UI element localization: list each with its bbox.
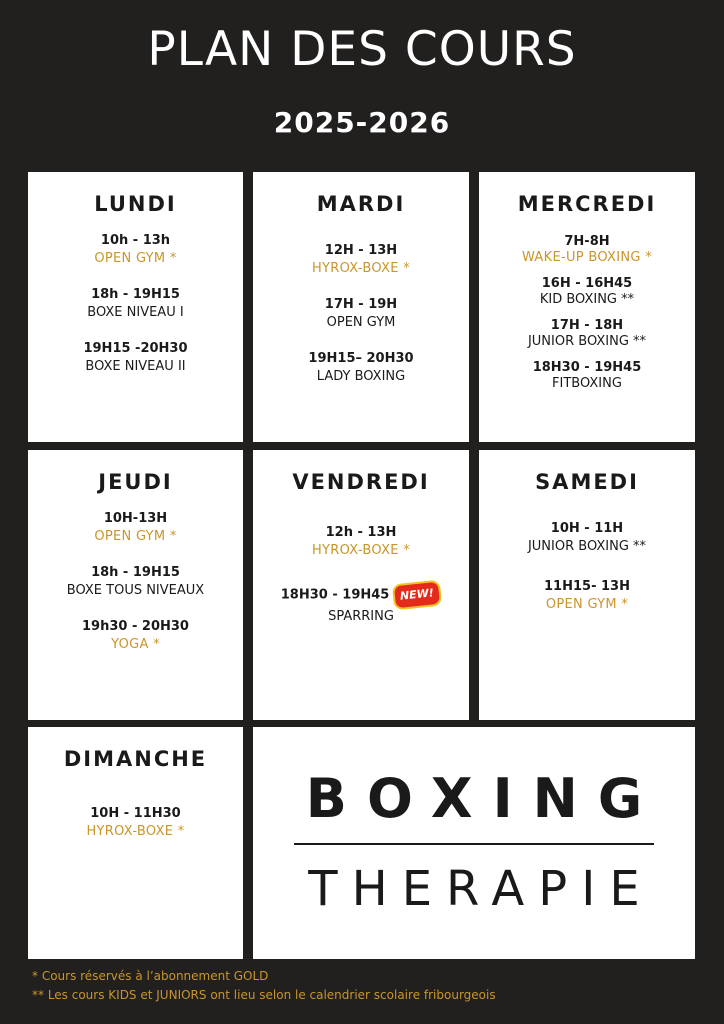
- schedule-slot: [28, 286, 243, 322]
- slot-class: BOXE TOUS NIVEAUX: [66, 583, 205, 598]
- schedule-slot: [253, 350, 469, 386]
- slot-class: OPEN GYM *: [545, 597, 629, 612]
- day-card-mardi: [253, 172, 469, 442]
- slot-class: OPEN GYM *: [94, 529, 177, 544]
- day-card-vendredi: [253, 450, 469, 720]
- slot-class: HYROX-BOXE *: [86, 824, 185, 839]
- logo-card: [253, 727, 695, 959]
- footnote-juniors: ** Les cours KIDS et JUNIORS ont lieu selon le calendrier scolaire fribourgeois: [32, 988, 496, 1002]
- slot-time: 18h - 19H15: [91, 287, 180, 302]
- day-title: MERCREDI: [517, 192, 657, 216]
- slot-class: BOXE NIVEAU II: [85, 359, 186, 374]
- schedule-slot: [28, 340, 243, 376]
- logo-divider: [294, 843, 654, 845]
- slot-time: 18h - 19H15: [91, 565, 180, 580]
- schedule-slot: [28, 618, 243, 654]
- slot-time: 17H - 19H: [324, 297, 398, 312]
- slot-class: JUNIOR BOXING **: [527, 334, 647, 349]
- new-badge: NEW!: [392, 580, 442, 611]
- slot-time: 18H30 - 19H45: [532, 360, 642, 375]
- slot-time: 19H15 -20H30: [83, 341, 188, 356]
- day-card-dimanche: [28, 727, 243, 959]
- page-title: PLAN DES COURS: [147, 22, 577, 77]
- day-card-mercredi: [479, 172, 695, 442]
- slot-class: OPEN GYM: [326, 315, 396, 330]
- day-title: MARDI: [316, 192, 406, 216]
- slot-time-text: 18H30 - 19H45: [280, 587, 390, 603]
- slot-time: 10H - 11H: [550, 521, 624, 536]
- season-label: 2025-2026: [273, 106, 451, 139]
- slot-class: OPEN GYM *: [94, 251, 177, 266]
- schedule-slot: [28, 805, 243, 841]
- schedule-slot: [479, 578, 695, 614]
- slot-class: JUNIOR BOXING **: [527, 539, 647, 554]
- schedule-slot: [253, 524, 469, 560]
- slot-time: 12H - 13H: [324, 243, 398, 258]
- logo-wordmark-top: BOXING: [305, 767, 663, 830]
- schedule-slot: [253, 582, 469, 626]
- schedule-slot: [253, 242, 469, 278]
- schedule-slot: [479, 360, 695, 392]
- slot-time: 12h - 13H: [325, 525, 397, 540]
- slot-time: [253, 582, 469, 608]
- slot-time: 16H - 16H45: [541, 276, 633, 291]
- slot-time: 17H - 18H: [550, 318, 624, 333]
- slot-class: BOXE NIVEAU I: [87, 305, 184, 320]
- day-card-lundi: [28, 172, 243, 442]
- slot-class: HYROX-BOXE *: [311, 543, 411, 558]
- day-title: DIMANCHE: [63, 747, 208, 771]
- slot-time: 11H15- 13H: [544, 579, 630, 594]
- day-card-samedi: [479, 450, 695, 720]
- slot-class: HYROX-BOXE *: [311, 261, 411, 276]
- slot-class: FITBOXING: [552, 376, 622, 391]
- day-title: VENDREDI: [292, 470, 430, 494]
- day-card-jeudi: [28, 450, 243, 720]
- slot-class: SPARRING: [328, 609, 394, 624]
- day-title: SAMEDI: [535, 470, 639, 494]
- slot-time: 10H - 11H30: [90, 806, 181, 821]
- schedule-slot: [479, 276, 695, 308]
- schedule-slot: [28, 564, 243, 600]
- slot-time: 7H-8H: [564, 234, 610, 249]
- slot-time: 10H-13H: [103, 511, 168, 526]
- day-title: JEUDI: [98, 470, 173, 494]
- slot-time: 19h30 - 20H30: [82, 619, 189, 634]
- slot-time: 19H15– 20H30: [308, 351, 414, 366]
- day-title: LUNDI: [94, 192, 177, 216]
- logo-wordmark-bottom: THERAPIE: [308, 861, 654, 917]
- schedule-slot: [479, 520, 695, 556]
- slot-class: LADY BOXING: [316, 369, 406, 384]
- schedule-slot: [479, 234, 695, 266]
- footnote-gold: * Cours réservés à l’abonnement GOLD: [32, 969, 269, 983]
- schedule-slot: [479, 318, 695, 350]
- slot-class: KID BOXING **: [539, 292, 635, 307]
- schedule-slot: [28, 510, 243, 546]
- schedule-slot: [28, 232, 243, 268]
- schedule-slot: [253, 296, 469, 332]
- slot-class: WAKE-UP BOXING *: [521, 250, 652, 265]
- slot-time: 10h - 13h: [100, 233, 171, 248]
- slot-class: YOGA *: [111, 637, 160, 652]
